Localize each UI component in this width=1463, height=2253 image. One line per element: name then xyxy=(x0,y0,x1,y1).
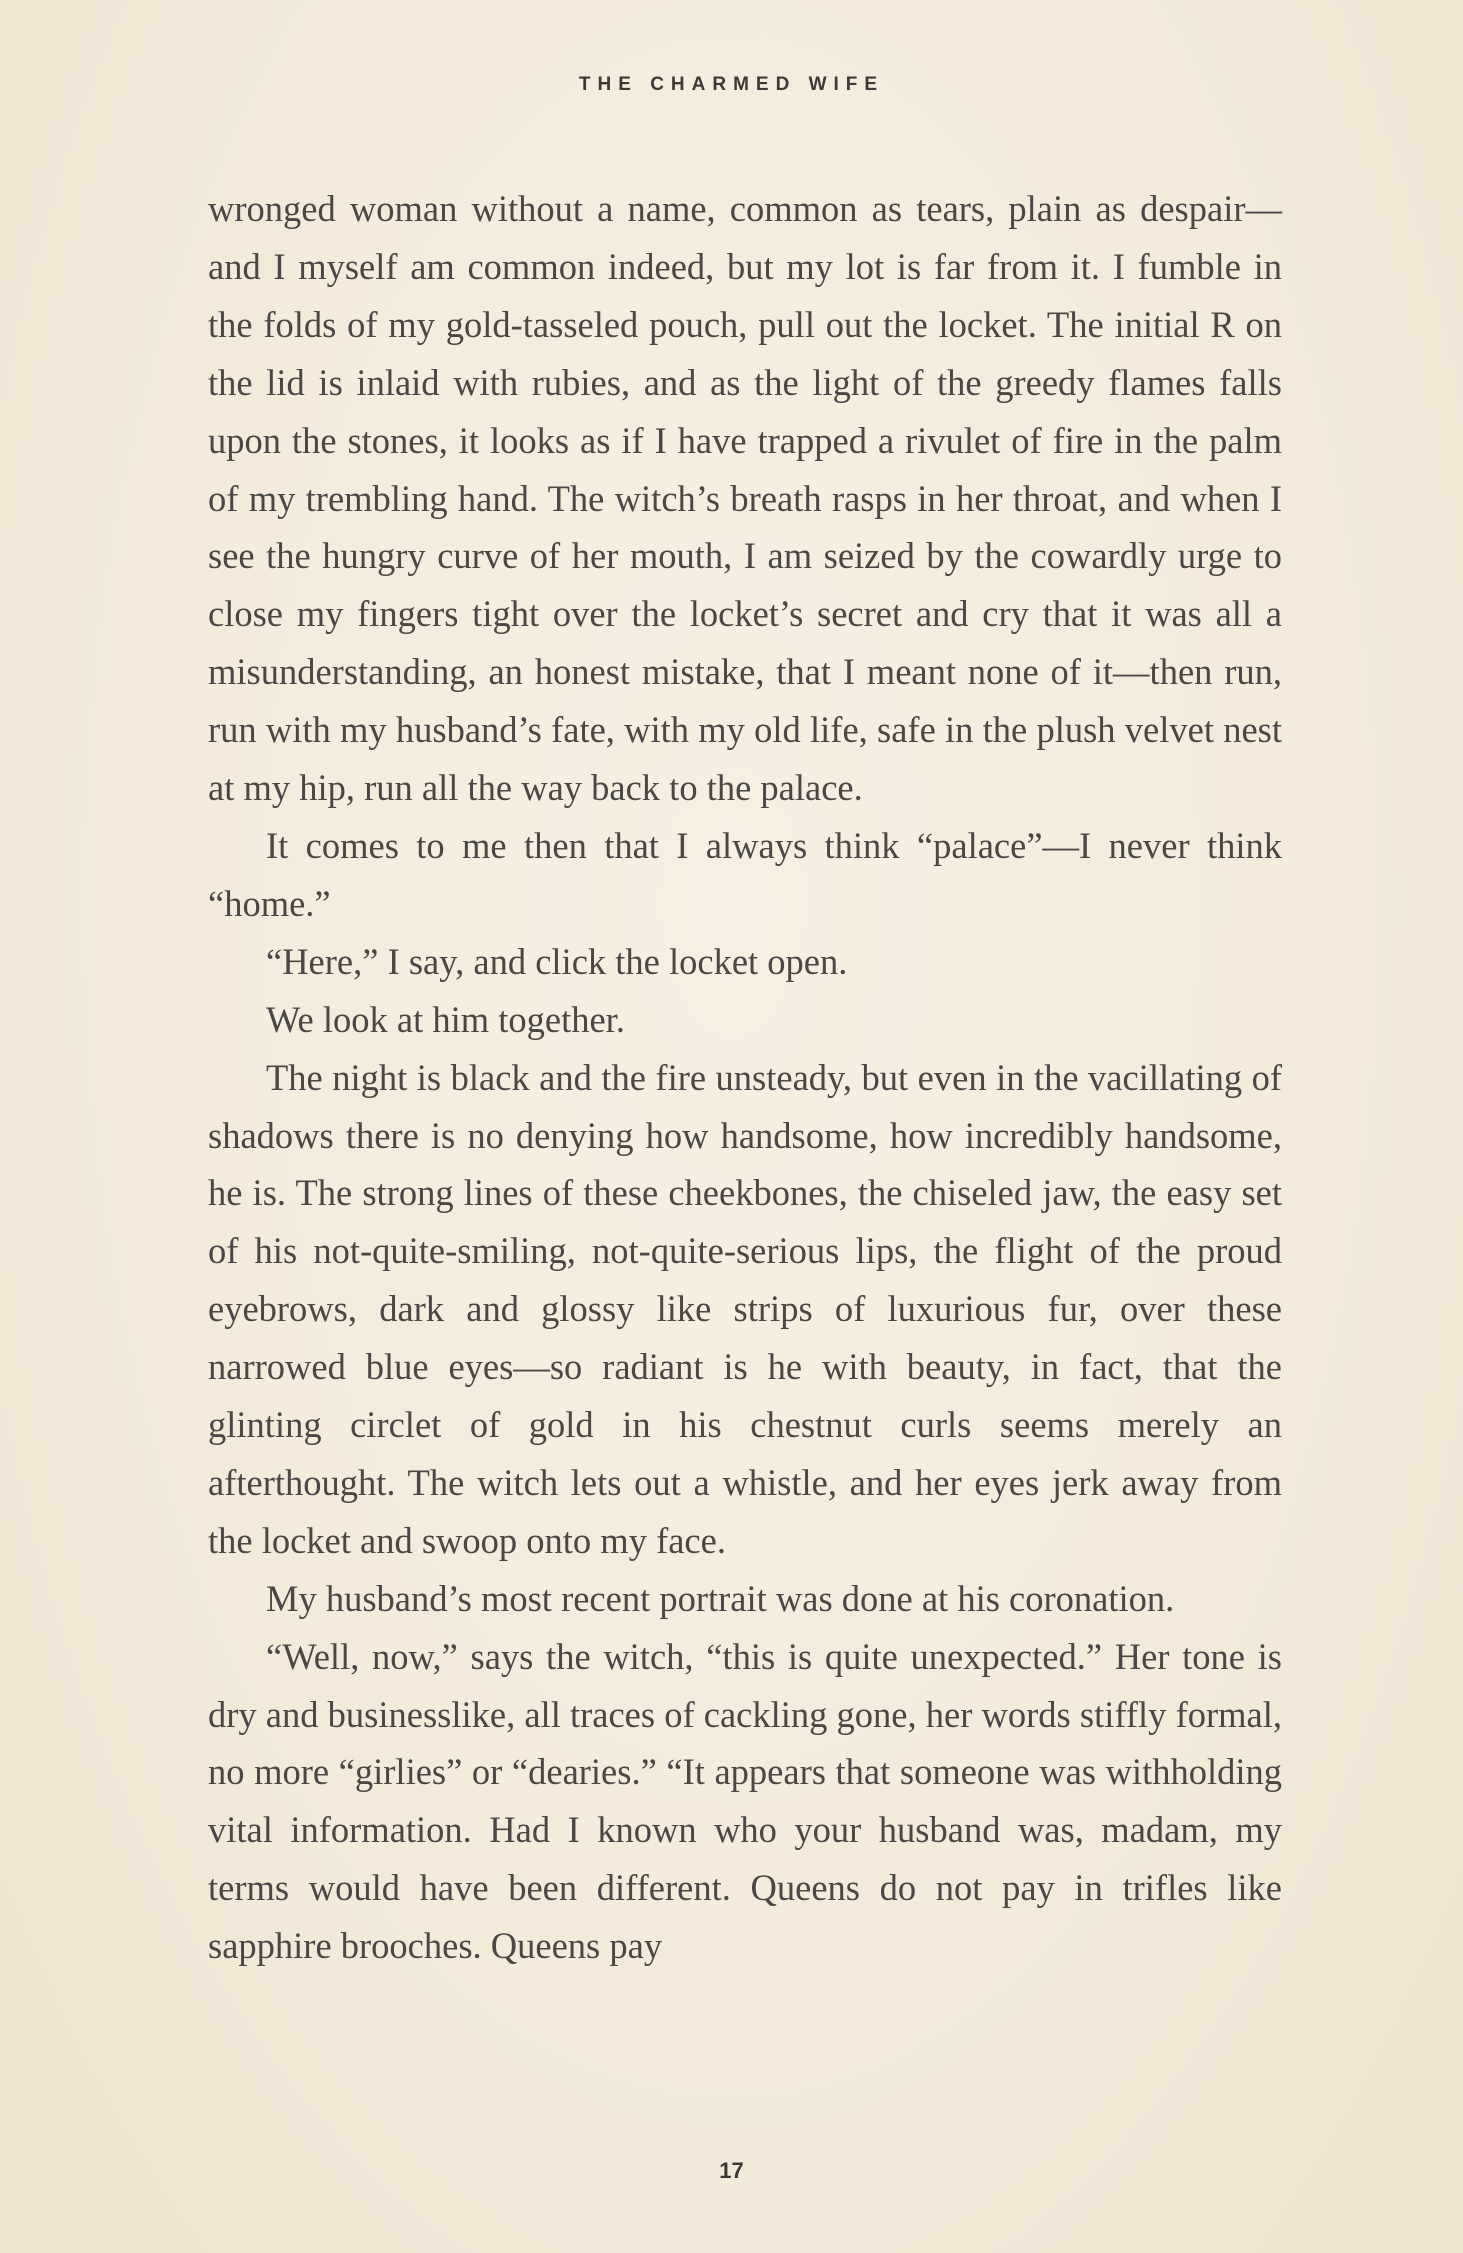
running-head: THE CHARMED WIFE xyxy=(578,74,885,95)
page-number: 17 xyxy=(719,2158,744,2183)
paragraph-2: It comes to me then that I always think “palace”—I never think “home.” xyxy=(208,824,1282,924)
body-text xyxy=(208,180,1282,1975)
paragraph-3: “Here,” I say, and click the locket open. xyxy=(266,940,848,982)
paragraph-5: The night is black and the fire unsteady, but even in the vacillating of shadows there is no denying how handsome, how incredibly handsome, he is. The strong lines of these cheekbones, the chiseled jaw, the easy set of his not-quite-smiling, not-quite-serious lips, the flight of the proud eyebrows, dark and glossy like strips of luxurious fur, over these narrowed blue eyes—so radiant is he with beauty, in fact, that the glinting circlet of gold in his chestnut curls seems merely an afterthought. The witch lets out a whistle, and her eyes jerk away from the locket and swoop onto my face. xyxy=(208,1056,1282,1561)
paragraph-1: wronged woman without a name, common as tears, plain as despair—and I myself am common indeed, but my lot is far from it. I fumble in the folds of my gold-tasseled pouch, pull out the locket. The initial R on the lid is inlaid with rubies, and as the light of the greedy flames falls upon the stones, it looks as if I have trapped a rivulet of fire in the palm of my trembling hand. The witch’s breath rasps in her throat, and when I see the hungry curve of her mouth, I am seized by the cowardly urge to close my fingers tight over the locket’s secret and cry that it was all a misunderstanding, an honest mistake, that I meant none of it—then run, run with my husband’s fate, with my old life, safe in the plush velvet nest at my hip, run all the way back to the palace. xyxy=(208,188,1282,809)
paragraph-7: “Well, now,” says the witch, “this is quite unexpected.” Her tone is dry and businesslike, all traces of cackling gone, her words stiffly formal, no more “girlies” or “dearies.” “It appears that someone was withholding vital information. Had I known who your husband was, madam, my terms would have been different. Queens do not pay in trifles like sapphire brooches. Queens pay xyxy=(208,1635,1282,1967)
paragraph-4: We look at him together. xyxy=(266,998,625,1040)
paragraph-6: My husband’s most recent portrait was done at his coronation. xyxy=(266,1577,1175,1619)
